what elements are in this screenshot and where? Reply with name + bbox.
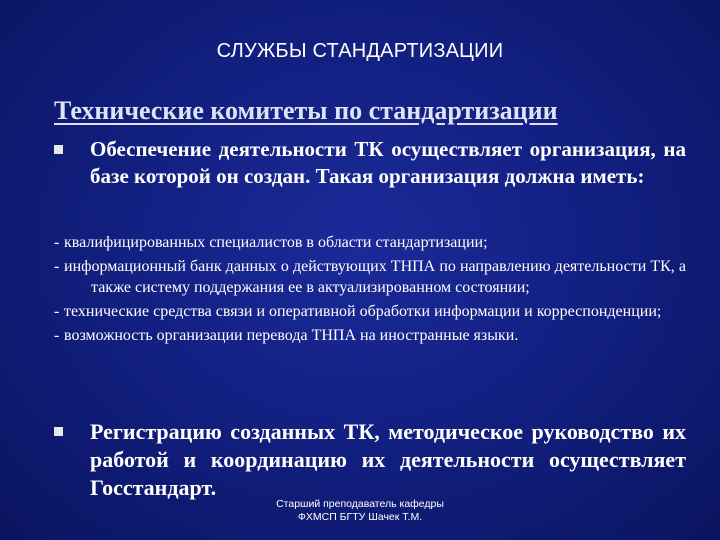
list-item: [54, 232, 686, 253]
dash-marker: -: [54, 327, 60, 344]
slide-title: СЛУЖБЫ СТАНДАРТИЗАЦИИ: [216, 40, 504, 62]
list-item-text: возможность организации перевода ТНПА на иностранные языки.: [64, 327, 519, 344]
dash-marker: -: [54, 234, 60, 251]
section-heading: Технические комитеты по стандартизации: [54, 96, 558, 125]
footer-line-1: Старший преподаватель кафедры: [276, 498, 444, 510]
dash-marker: -: [54, 258, 60, 275]
square-bullet-icon: [54, 427, 63, 436]
bullet-item-1: [54, 136, 686, 190]
list-item-text: информационный банк данных о действующих ТНПА по направлению деятельности ТК, а также систему поддержания ее в актуализированном состоянии;: [64, 258, 686, 296]
bullet-1-text: Обеспечение деятельности ТК осуществляет организация, на базе которой он создан. Такая организация должна иметь:: [90, 137, 686, 188]
list-item-text: квалифицированных специалистов в области стандартизации;: [64, 234, 488, 251]
bullet-2-text: Регистрацию созданных ТК, методическое руководство их работой и координацию их деятельности осуществляет Госстандарт.: [90, 419, 686, 500]
bullet-item-2: [54, 418, 686, 502]
list-item: [54, 325, 686, 346]
square-bullet-icon: [54, 145, 63, 154]
footer-line-2: ФХМСП БГТУ Шачек Т.М.: [297, 511, 423, 523]
list-item: [54, 256, 686, 298]
dash-marker: -: [54, 303, 60, 320]
requirements-list: [54, 232, 686, 349]
list-item-text: технические средства связи и оперативной обработки информации и корреспонденции;: [64, 303, 662, 320]
list-item: [54, 301, 686, 322]
author-footer: [230, 498, 490, 524]
